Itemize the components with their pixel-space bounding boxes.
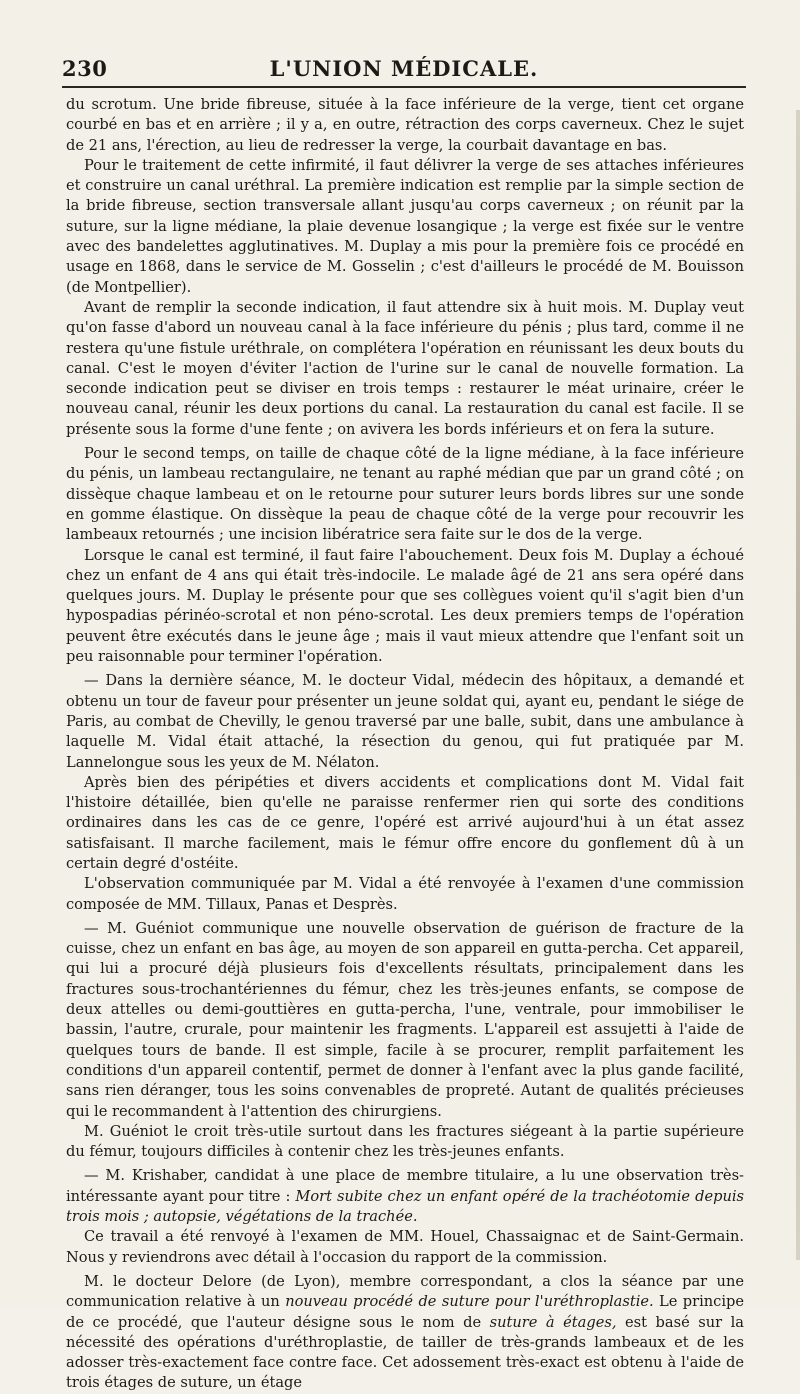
delore-italic2: suture à étages, [489,1313,617,1331]
krishaber-title: Mort subite chez un enfant opéré de la trachéotomie depuis trois mois ; autopsie, végétations de la trachée. [66,1187,744,1226]
delore-italic1: nouveau procédé de suture pour l'uréthroplastie. [285,1293,654,1311]
article-body [66,95,744,1392]
paragraph-vidal-presentation: — Dans la dernière séance, M. le docteur Vidal, médecin des hôpitaux, a demandé et obtenu un tour de faveur pour présenter un jeune soldat qui, ayant eu, pendant le siége de Paris, au combat de Chevilly, le genou traversé par une balle, subit, dans une ambulance à laquelle M. Vidal était attaché, la résection du genou, qui fut pratiquée par M. Lannelongue sous les yeux de M. Nélaton. [66,672,744,771]
page-header [62,52,746,88]
paragraph-traitement: Pour le traitement de cette infirmité, il faut délivrer la verge de ses attaches inférieures et construire un canal uréthral. La première indication est remplie par la simple section de la bride fibreuse, section transversale allant jusqu'au corps caverneux ; on réunit par la suture, sur la ligne médiane, la plaie devenue losangique ; la verge est fixée sur le ventre avec des bandelettes agglutinatives. M. Duplay a mis pour la première fois ce procédé en usage en 1868, dans le service de M. Gosselin ; c'est d'ailleurs le procédé de M. Bouisson (de Montpellier). [66,156,744,296]
page-edge-shadow [796,110,800,1260]
paragraph-gueniot-utilite: M. Guéniot le croit très-utile surtout dans les fractures siégeant à la partie supérieure du fémur, toujours difficiles à contenir chez les très-jeunes enfants. [66,1122,744,1161]
paragraph-vidal-histoire: Après bien des péripéties et divers accidents et complications dont M. Vidal fait l'histoire détaillée, bien qu'elle ne paraisse renfermer rien qui sorte des conditions ordinaires dans les cas de ce genre, l'opéré est arrivé aujourd'hui à un état assez satisfaisant. Il marche facilement, mais le fémur offre encore du gonflement dû à un certain degré d'ostéite. [66,773,744,872]
paragraph-second-temps: Pour le second temps, on taille de chaque côté de la ligne médiane, à la face inférieure du pénis, un lambeau rectangulaire, ne tenant au raphé médian que par un grand côté ; on dissèque chaque lambeau et on le retourne pour suturer leurs bords libres sur une sonde en gomme élastique. On dissèque la peau de chaque côté de la verge pour recouvrir les lambeaux retournés ; une incision libératrice sera faite sur le dos de la verge. [66,445,744,544]
delore-part2: Le principe de ce procédé, que l'auteur désigne sous le nom de [66,1293,744,1331]
delore-part3: est basé sur la nécessité des opérations d'uréthroplastie, de tailler de très-grands lambeaux et de les adosser très-exactement face contre face. Cet adossement très-exact est obtenu à l'aide de trois étages de suture, un étage [66,1313,744,1392]
krishaber-intro: — M. Krishaber, candidat à une place de membre titulaire, a lu une observation très-intéressante ayant pour titre : [66,1167,744,1205]
delore-part1: M. le docteur Delore (de Lyon), membre correspondant, a clos la séance par une communication relative à un [66,1272,744,1311]
paragraph-krishaber [66,1166,744,1227]
paragraph-renvoi: Ce travail a été renvoyé à l'examen de MM. Houel, Chassaignac et de Saint-Germain. Nous y reviendrons avec détail à l'occasion du rapport de la commission. [66,1228,744,1266]
paragraph-gueniot-appareil: — M. Guéniot communique une nouvelle observation de guérison de fracture de la cuisse, chez un enfant en bas âge, au moyen de son appareil en gutta-percha. Cet appareil, qui lui a procuré déjà plusieurs fois d'excellents résultats, principalement dans les fractures sous-trochantériennes du fémur, chez les très-jeunes enfants, se compose de deux attelles ou demi-gouttières en gutta-percha, l'une, ventrale, pour immobiliser le bassin, l'autre, crurale, pour maintenir les fragments. L'appareil est assujetti à l'aide de quelques tours de bande. Il est simple, facile à se procurer, remplit parfaitement les conditions d'un appareil contentif, permet de donner à l'enfant avec la plus gande facilité, sans rien déranger, tous les soins convenables de propreté. Autant de qualités précieuses qui le recommandent à l'attention des chirurgiens. [66,919,744,1120]
paragraph-scrotum: du scrotum. Une bride fibreuse, située à la face inférieure de la verge, tient cet organe courbé en bas et en arrière ; il y a, en outre, rétraction des corps caverneux. Chez le sujet de 21 ans, l'érection, au lieu de redresser la verge, la courbait davantage en bas. [66,96,744,154]
paragraph-seconde-indication: Avant de remplir la seconde indication, il faut attendre six à huit mois. M. Duplay veut qu'on fasse d'abord un nouveau canal à la face inférieure du pénis ; plus tard, comme il ne restera qu'une fistule uréthrale, on complétera l'opération en réunissant les deux bouts du canal. C'est le moyen d'éviter l'action de l'urine sur le canal de nouvelle formation. La seconde indication peut se diviser en trois temps : restaurer le méat urinaire, créer le nouveau canal, réunir les deux portions du canal. La restauration du canal est facile. Il se présente sous la forme d'une fente ; on avivera les bords inférieurs et on fera la suture. [66,298,744,438]
page-number: 230 [62,56,108,81]
paragraph-vidal-commission: L'observation communiquée par M. Vidal a été renvoyée à l'examen d'une commission composée de MM. Tillaux, Panas et Desprès. [66,875,744,913]
paragraph-delore [66,1272,744,1394]
paragraph-abouchement: Lorsque le canal est terminé, il faut faire l'abouchement. Deux fois M. Duplay a échoué chez un enfant de 4 ans qui était très-indocile. Le malade âgé de 21 ans sera opéré dans quelques jours. M. Duplay le présente pour que ses collègues voient qu'il s'agit bien d'un hypospadias périnéo-scrotal et non péno-scrotal. Les deux premiers temps de l'opération peuvent être exécutés dans le jeune âge ; mais il vaut mieux attendre que l'enfant soit un peu raisonnable pour terminer l'opération. [66,546,744,666]
running-title: L'UNION MÉDICALE. [269,56,539,81]
